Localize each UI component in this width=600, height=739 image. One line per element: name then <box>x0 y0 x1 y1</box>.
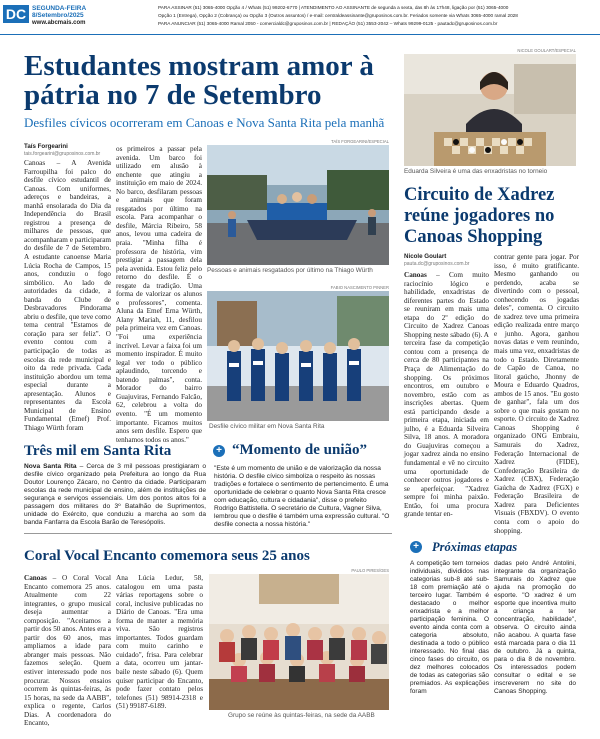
lead-author-email: tais.forgearini@gruposinos.com.br <box>24 151 101 157</box>
coral-headline: Coral Vocal Encanto comemora seus 25 anos <box>24 548 310 564</box>
mil-body: Nova Santa Rita – Cerca de 3 mil pessoas prestigiaram o desfile cívico organizado pela Prefeitura ao longo da Rua Doutor Lourenço Zácaro, no Centro da cidade. Participaram escolas da rede municipal de ensino, além de instituições de segurança e serviços essenciais. Um dos pontos altos foi a passagem dos militares do 3º Batalhão de Suprimentos, unidade do Exército, que conduziu a marcha ao som da banda Fanfarra da Escola Barão de Teresópolis. <box>24 463 206 526</box>
uniao-headline: “Momento de união” <box>232 442 367 458</box>
etapas-body-col2: dadas pelo André Antolini, integrante da organização Samurais do Xadrez que ajuda na promoção do esporte. "O xadrez é um esporte que incentiva muito a criança a ter concentração, habilidade", observa. O circuito ainda não acabou. A quarta fase está marcada para o dia 11 de outubro. Já a quinta, para o dia 8 de novembro. Os interessados podem consultar o edital e se inscreverem no site do Canoas Shopping. <box>494 560 576 695</box>
lead-photo-parade <box>207 291 389 421</box>
etapas-body-col1: A competição tem torneios individuais, divididos nas categorias sub-8 até sub-18 com premiação até o terceiro lugar. Também é destacado o melhor enxadrista e a melhor participação feminina. O evento ainda conta com a categoria absoluto, destinada a todo o público interessado. No final das cinco fases do circuito, os dez melhores colocados de todas as categorias são premiados. As explicações foram <box>410 560 489 695</box>
xadrez-headline: Circuito de Xadrez reúne jogadores no Canoas Shopping <box>404 185 555 247</box>
mil-headline: Três mil em Santa Rita <box>24 443 172 459</box>
xadrez-photo <box>404 54 576 166</box>
masthead-url[interactable]: www.abcmais.com <box>32 20 86 26</box>
lead-photo1-credit: TAÍS FORGEARINI/ESPECIAL <box>331 139 389 144</box>
masthead-logo: DC <box>3 5 29 23</box>
masthead-date: 8/Setembro/2025 <box>32 12 84 19</box>
xadrez-photo-credit: NICOLE GOULART/ESPECIAL <box>517 48 576 53</box>
masthead-info-2: Opção 1 (Entrega), Opção 2 (Cobrança) ou Opção 3 (Outros assuntos) / e-mail: centraldeassinante@gruposinos.com.br. Feriados somente via Whats 3065-4000 ramal 2028 <box>158 13 518 18</box>
lead-body-col1: Canoas – A Avenida Farroupilha foi palco do desfile cívico estudantil de Canoas. Com uniformes, adereços e bandeiras, a manhã ensolarada do Dia da Independência do Brasil registrou a presença de milhares de pessoas, que acompanharam e participaram do desfile de 7 de Setembro. A estudante canoense Maria Lúcia Rocha de Campos, 15 anos, conduziu o fogo simbólico. Ao lado de autoridades da cidade, a banda do Clube de Desbravadores Pindorama abriu o desfile, que teve como tema central "Estamos de coração para ser feliz". O evento contou com a participação de todas as escolas da rede municipal e oito da rede privada. Cada instituição abordou um tema especial durante a apresentação. Alunos e representantes da Escola Municipal de Ensino Fundamental (Emef) Prof. Thiago Würth foram <box>24 159 112 432</box>
coral-body-col1: Canoas – O Coral Vocal Encanto comemora 25 anos. Atualmente com 22 integrantes, o grupo musical deseja aumentar a composição. "Aceitamos a partir dos 50 anos. Antes era a partir dos 60 anos, mas ampliamos a idade para abranger mais pessoas. Não fazemos seleção. Quem estiver interessado pode nos procurar. Nossos ensaios ocorrem às quintas-feiras, às 15 horas, na sede da AABB", explica o regente, Carlos Dias. A coordenadora do Encanto, <box>24 574 111 728</box>
xadrez-author-email: pauta.dc@gruposinos.com.br <box>404 261 470 267</box>
xadrez-author: Nicole Goulart <box>404 253 447 260</box>
xadrez-body-col1: Canoas – Com muito raciocínio lógico e habilidade, enxadristas de diferentes partes do Estado se reuniram em mais uma etapa do 2º edição do Circuito de Xadrez Canoas Shopping neste sábado (6). A terceira fase da competição contou com a presença de cerca de 80 participantes na Praça de Alimentação do shopping. Os próximos encontros, em outubro e novembro, estão com as inscrições abertas. Quem está participando desde a primeira etapa, iniciada em julho, é a Eduarda Silveira Silva, 18 anos. A moradora do Guajuviras começou a jogar xadrez ainda no ensino fundamental e vê no circuito uma oportunidade de conhecer outros jogadores e se aperfeiçoar. "Xadrez sempre foi minha paixão. Então, foi uma procura grande tentar en- <box>404 271 489 519</box>
coral-body-col2: Ana Lúcia Ledur, 58, catalogou em uma pasta várias reportagens sobre o coral, inclusive publicadas no Diário de Canoas. "Era uma forma de manter a memória viva. São registros importantes. Todos guardam com muito carinho e cuidado", frisa. Para celebrar a data, ocorreu um jantar-baile neste sábado (6). Quem quiser participar do Encanto, pode fazer contato pelos telefones (51) 98914-2318 e (51) 99187-6189. <box>116 574 203 711</box>
coral-photo-caption: Grupo se reúne às quintas-feiras, na sede da AABB <box>228 712 375 719</box>
lead-photo-boat <box>207 145 389 265</box>
coral-photo-credit: PAULO PIRES/GES <box>351 568 389 573</box>
plus-icon: + <box>213 445 225 457</box>
uniao-body: "Este é um momento de união e de valorização da nossa história. O desfile cívico simboliza o respeito às nossas tradições e fortalece o sentimento de pertencimento. É uma oportunidade de celebrar o quanto Nova Santa Rita cresce com educação, cultura e cidadania", disse o prefeito Rodrigo Battistella. O secretário de Cultura, Vagner Silva, lembrou que o desfile é também uma expressão cultural. "O desfile conecta a nossa história." <box>214 465 390 528</box>
coral-photo <box>209 574 389 710</box>
etapas-headline: Próximas etapas <box>432 540 518 554</box>
lead-photo1-caption: Pessoas e animais resgatados por último na Thiago Würth <box>207 267 373 274</box>
xadrez-body-col2: contrar gente para jogar. Por isso, é muito gratificante. Mesmo ganhando ou perdendo, acaba se divertindo com o pessoal, conhecendo os jogadas deles", comenta. O circuito de xadrez teve uma primeira edição realizada entre março e junho. Agora, ganhou novas datas e vem reunindo, mais uma vez, enxadristas de todo o Estado. Diretamente de Capão de Canoa, no litoral gaúcho, Jhonny de Moura e Eduardo Quadros, ambos de 15 anos. "Eu gosto de ganhar", fala um dos sobre o que mais gostam no esporte. O circuito de Xadrez Canoas Shopping é organizado ONG Embraiu, Samurais do Xadrez, Federação Internacional de Xadrez (FIDE), Confederação Brasileira de Xadrez (CBX), Federação Gaúcha de Xadrez (FGX) e Federação Brasileira de Xadrez para Deficientes Visuais (FBXDV). O evento conta com o apoio do shopping. <box>494 253 579 535</box>
mil-place: Nova Santa Rita <box>24 463 77 470</box>
lead-author: Taís Forgearini <box>24 143 68 150</box>
lead-subtitle: Desfiles cívicos ocorreram em Canoas e Nova Santa Rita pela manhã <box>24 115 385 130</box>
lead-headline: Estudantes mostram amor à pátria no 7 de Setembro <box>24 50 374 111</box>
coral-place: Canoas <box>24 574 47 582</box>
lead-body-col2: os primeiros a passar pela avenida. Um barco foi utilizado em alusão à enchente que atingiu a instituição em maio de 2024. No barco, desfilaram pessoas e animais que foram resgatados por último na escola. Para acompanhar o desfile, Márcia Ribeiro, 58 anos, levou uma cadeira de praia. "Minha filha é professora de história, vim prestigiar a passagem dela pela avenida. Estou feliz pelo retorno do desfile. É o resgate da tradição. Uma forma de valorizar os alunos e professores", comenta. Aluna da Emef Erna Würth, Alany Mariah, 11, desfilou pela primeira vez em Canoas. "Foi uma experiência incrível. Levar a faixa foi um momento inspirador. É muito legal ver todo o público aplaudindo, torcendo e batendo palmas", conta. Morador do bairro Guajuviras, Fernando Falcão, 62, celebrou a volta do evento. "É um momento importante. Ficamos muitos anos sem desfile. Espero que tenhamos todos os anos." <box>116 145 202 444</box>
xadrez-photo-caption: Eduarda Silveira é uma das enxadristas no torneio <box>404 168 548 175</box>
masthead-weekday: SEGUNDA-FEIRA <box>32 5 87 12</box>
lead-photo2-caption: Desfile cívico militar em Nova Santa Rita <box>209 423 325 430</box>
lead-photo2-credit: FABIO NASCIMENTO PINNER <box>330 285 389 290</box>
xadrez-place: Canoas <box>404 271 427 279</box>
masthead-info-3: PARA ANUNCIAR (51) 3065-4000 Ramal 2050 - comercialdc@gruposinos.com.br | REDAÇÃO (51) 3553-2042 – Whats 99299-0125 - pautadc@gruposinos.com.br <box>158 21 498 26</box>
plus-icon: + <box>410 541 422 553</box>
masthead-info-1: PARA ASSINAR (51) 3065-4000 Opção 4 / Whats (51) 99202-6770 | ATENDIMENTO AO ASSINANTE de segunda a sexta, das 8h às 17h48, ligação por (51) 3065-4000 <box>158 5 509 10</box>
